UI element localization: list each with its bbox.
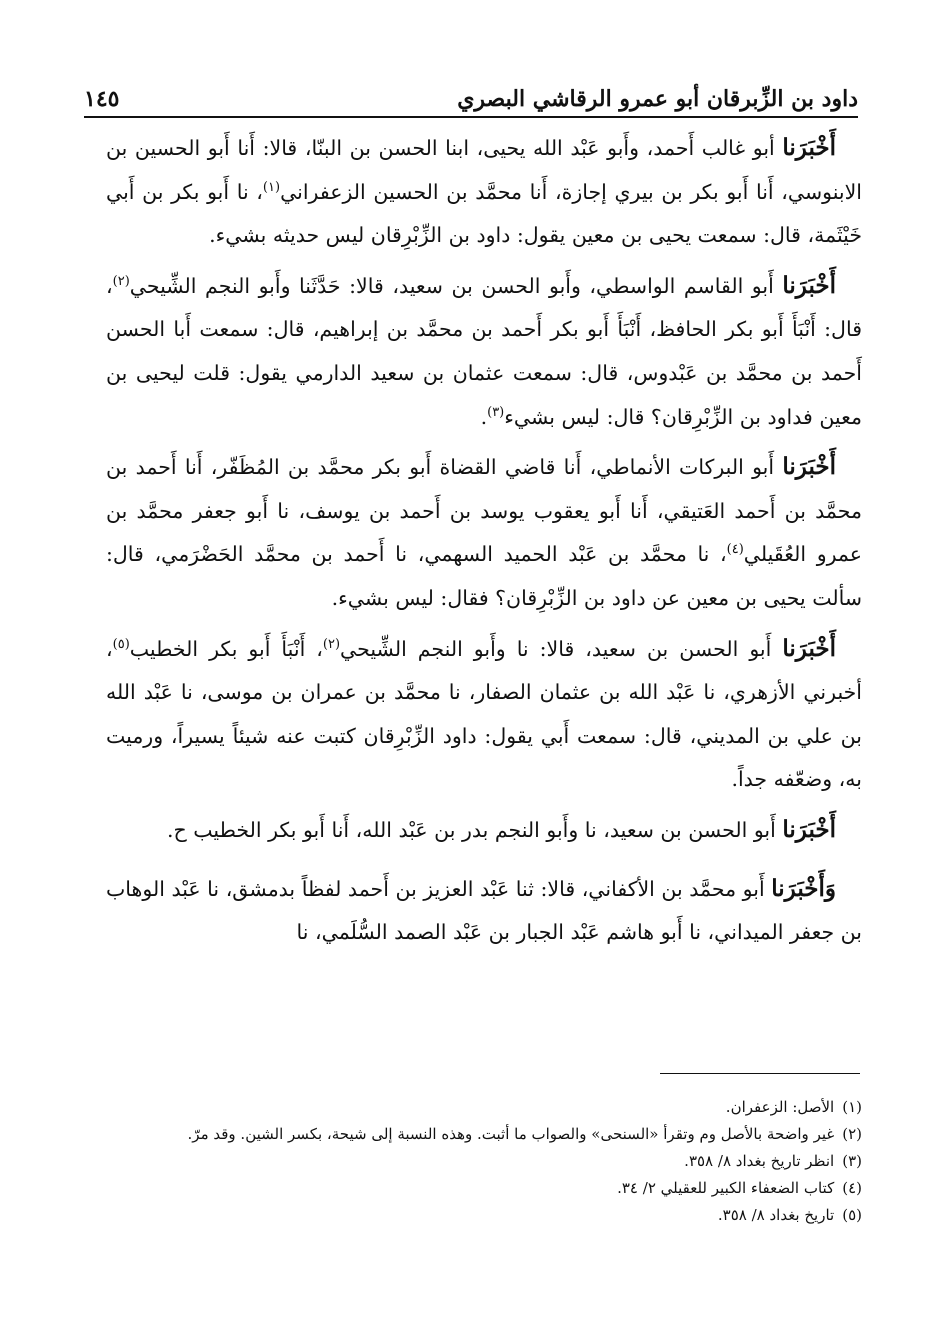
paragraph-text: أبو غالب أَحمد، وأَبو عَبْد الله يحيى، ابنا الحسن بن البنّا، قالا: أَنا أَبو الحسين بن الابنوسي، أَنا أَبو بكر بن بيري إجازة، أَنا محمَّد بن الحسين الزعفراني	[106, 136, 862, 204]
paragraph	[106, 627, 862, 802]
paragraph	[106, 808, 862, 853]
footnote-number: (٢)	[842, 1125, 862, 1143]
paragraph-text: أَبو محمَّد بن الأكفاني، قالا: ثنا عَبْد العزيز بن أَحمد لفظاً بدمشق، نا عَبْد الوهاب بن جعفر الميداني، نا أَبو هاشم عَبْد الجبار بن عَبْد الصمد السُّلَمي، نا	[106, 876, 862, 945]
footnote	[106, 1148, 862, 1175]
narration-lead: وَأَخْبَرَنا	[771, 874, 836, 902]
footnote-ref: (٥)	[112, 636, 130, 652]
footnote-number: (١)	[842, 1098, 862, 1116]
footnote-number: (٣)	[842, 1152, 862, 1170]
footnote	[106, 1202, 862, 1229]
footnote-text: كتاب الضعفاء الكبير للعقيلي ٢/ ٣٤.	[617, 1179, 835, 1197]
footnote	[106, 1175, 862, 1202]
narration-lead: أَخْبَرَنا	[782, 815, 836, 843]
paragraph-text: أَبو القاسم الواسطي، وأَبو الحسن بن سعيد، قالا: حَدَّثَنا وأَبو النجم الشِّيحي	[129, 273, 783, 298]
footnote-number: (٥)	[842, 1206, 862, 1224]
footnote-ref: (١)	[262, 179, 281, 195]
footnote-number: (٤)	[842, 1179, 862, 1197]
footnote-ref: (٤)	[726, 542, 744, 558]
paragraph	[106, 867, 862, 955]
footnote-text: تاريخ بغداد ٨/ ٣٥٨.	[717, 1206, 835, 1224]
narration-lead: أَخْبَرَنا	[782, 453, 836, 481]
paragraph-text: ، قال: أَنْبَأَ أَبو بكر الحافظ، أَنْبَأَ أَبو بكر أَحمد بن محمَّد بن إبراهيم، قال: سمعت أَبا الحسن أَحمد بن محمَّد بن عَبْدوس، قال: سمعت عثمان بن سعيد الدارمي يقول: قلت ليحيى بن معين فداود بن الزِّبْرِقان؟ قال: ليس بشيء	[106, 273, 862, 429]
page-header	[84, 72, 858, 118]
footnote-text: غير واضحة بالأصل وم وتقرأ «السنحى» والصواب ما أثبت. وهذه النسبة إلى شيحة، بكسر الشين. وقد مرّ.	[187, 1125, 835, 1143]
paragraph-text: ، أخبرني الأزهري، نا عَبْد الله بن عثمان الصفار، نا محمَّد بن عمران بن موسى، نا عَبْد الله بن علي بن المديني، قال: سمعت أَبي يقول: داود الزِّبْرِقان كتبت عنه شيئاً يسيراً، ورميت به، وضعّفه جداً.	[106, 636, 862, 792]
paragraph-text: أَبو الحسن بن سعيد، نا وأَبو النجم بدر بن عَبْد الله، أَنا أَبو بكر الخطيب ح.	[167, 817, 783, 842]
paragraph-text: ، نا محمَّد بن عَبْد الحميد السهمي، نا أَحمد بن محمَّد الحَضْرَمي، قال: سألت يحيى بن معين عن داود بن الزِّبْرِقان؟ فقال: ليس بشيء.	[106, 542, 862, 610]
footnotes	[106, 1094, 862, 1229]
paragraph-text: .	[480, 404, 488, 429]
footnote-text: انظر تاريخ بغداد ٨/ ٣٥٨.	[684, 1152, 835, 1170]
narration-lead: أَخْبَرَنا	[782, 134, 836, 161]
paragraph-text: ، أَنْبَأَ أَبو بكر الخطيب	[129, 636, 323, 661]
narration-lead: أَخْبَرَنا	[782, 634, 836, 662]
paragraph	[106, 126, 862, 258]
running-title: داود بن الزِّبرقان أبو عمرو الرقاشي البصري	[457, 86, 858, 112]
page-number: ١٤٥	[84, 86, 120, 112]
footnote	[106, 1121, 862, 1148]
footnote-ref: (٢)	[112, 273, 130, 289]
footnote-ref: (٢)	[322, 636, 341, 652]
footnote	[106, 1094, 862, 1121]
paragraph-text: ، نا أَبو بكر بن أَبي خَيْثَمة، قال: سمعت يحيى بن معين يقول: داود بن الزِّبْرِقان ليس حديثه بشيء.	[106, 179, 862, 248]
paragraph-text: أَبو الحسن بن سعيد، قالا: نا وأَبو النجم الشِّيحي	[340, 636, 783, 661]
paragraph	[106, 445, 862, 620]
narration-lead: أَخْبَرَنا	[782, 271, 836, 299]
paragraph-text: أَبو البركات الأنماطي، أَنا قاضي القضاة أَبو بكر محمَّد بن المُظَفّر، أَنا أَحمد بن محمَّد بن أَحمد العَتيقي، أَنا أَبو يعقوب يوسد بن أَحمد بن يوسف، نا أَبو جعفر محمَّد بن عمرو العُقَيلي	[106, 455, 862, 567]
footnote-divider	[660, 1073, 860, 1074]
footnote-text: الأصل: الزعفران.	[725, 1098, 835, 1116]
footnote-ref: (٣)	[487, 404, 505, 420]
paragraph	[106, 264, 862, 439]
main-text	[106, 126, 862, 961]
